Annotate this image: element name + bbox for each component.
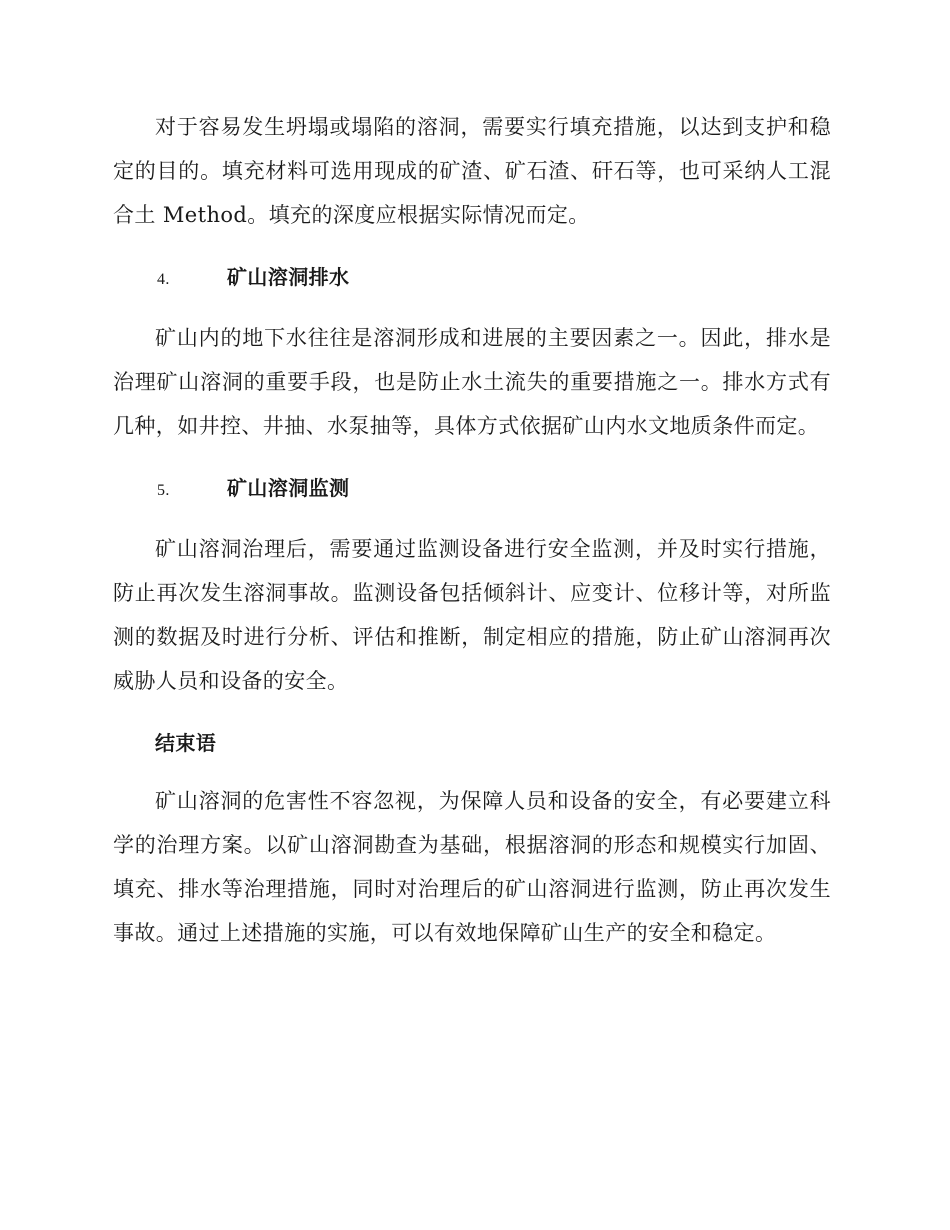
section-heading-4 xyxy=(113,255,831,302)
section-title: 矿山溶洞排水 xyxy=(227,265,350,289)
section-heading-5 xyxy=(113,466,831,513)
document-body xyxy=(113,105,831,973)
section-title: 矿山溶洞监测 xyxy=(227,476,350,500)
paragraph-drainage: 矿山内的地下水往往是溶洞形成和进展的主要因素之一。因此，排水是治理矿山溶洞的重要手段，也是防止水土流失的重要措施之一。排水方式有几种，如井控、井抽、水泵抽等，具体方式依据矿山内水文地质条件而定。 xyxy=(113,326,831,438)
section-number: 4. xyxy=(157,271,170,288)
section-number: 5. xyxy=(157,482,170,499)
paragraph-fill: 对于容易发生坍塌或塌陷的溶洞，需要实行填充措施，以达到支护和稳定的目的。填充材料可选用现成的矿渣、矿石渣、矸石等，也可采纳人工混合土 Method。填充的深度应根据实际情况而定。 xyxy=(113,115,831,227)
paragraph-conclusion: 矿山溶洞的危害性不容忽视，为保障人员和设备的安全，有必要建立科学的治理方案。以矿山溶洞勘查为基础，根据溶洞的形态和规模实行加固、填充、排水等治理措施，同时对治理后的矿山溶洞进行监测，防止再次发生事故。通过上述措施的实施，可以有效地保障矿山生产的安全和稳定。 xyxy=(113,789,831,945)
paragraph-monitoring: 矿山溶洞治理后，需要通过监测设备进行安全监测，并及时实行措施，防止再次发生溶洞事故。监测设备包括倾斜计、应变计、位移计等，对所监测的数据及时进行分析、评估和推断，制定相应的措施，防止矿山溶洞再次威胁人员和设备的安全。 xyxy=(113,537,831,693)
conclusion-heading: 结束语 xyxy=(155,731,217,755)
